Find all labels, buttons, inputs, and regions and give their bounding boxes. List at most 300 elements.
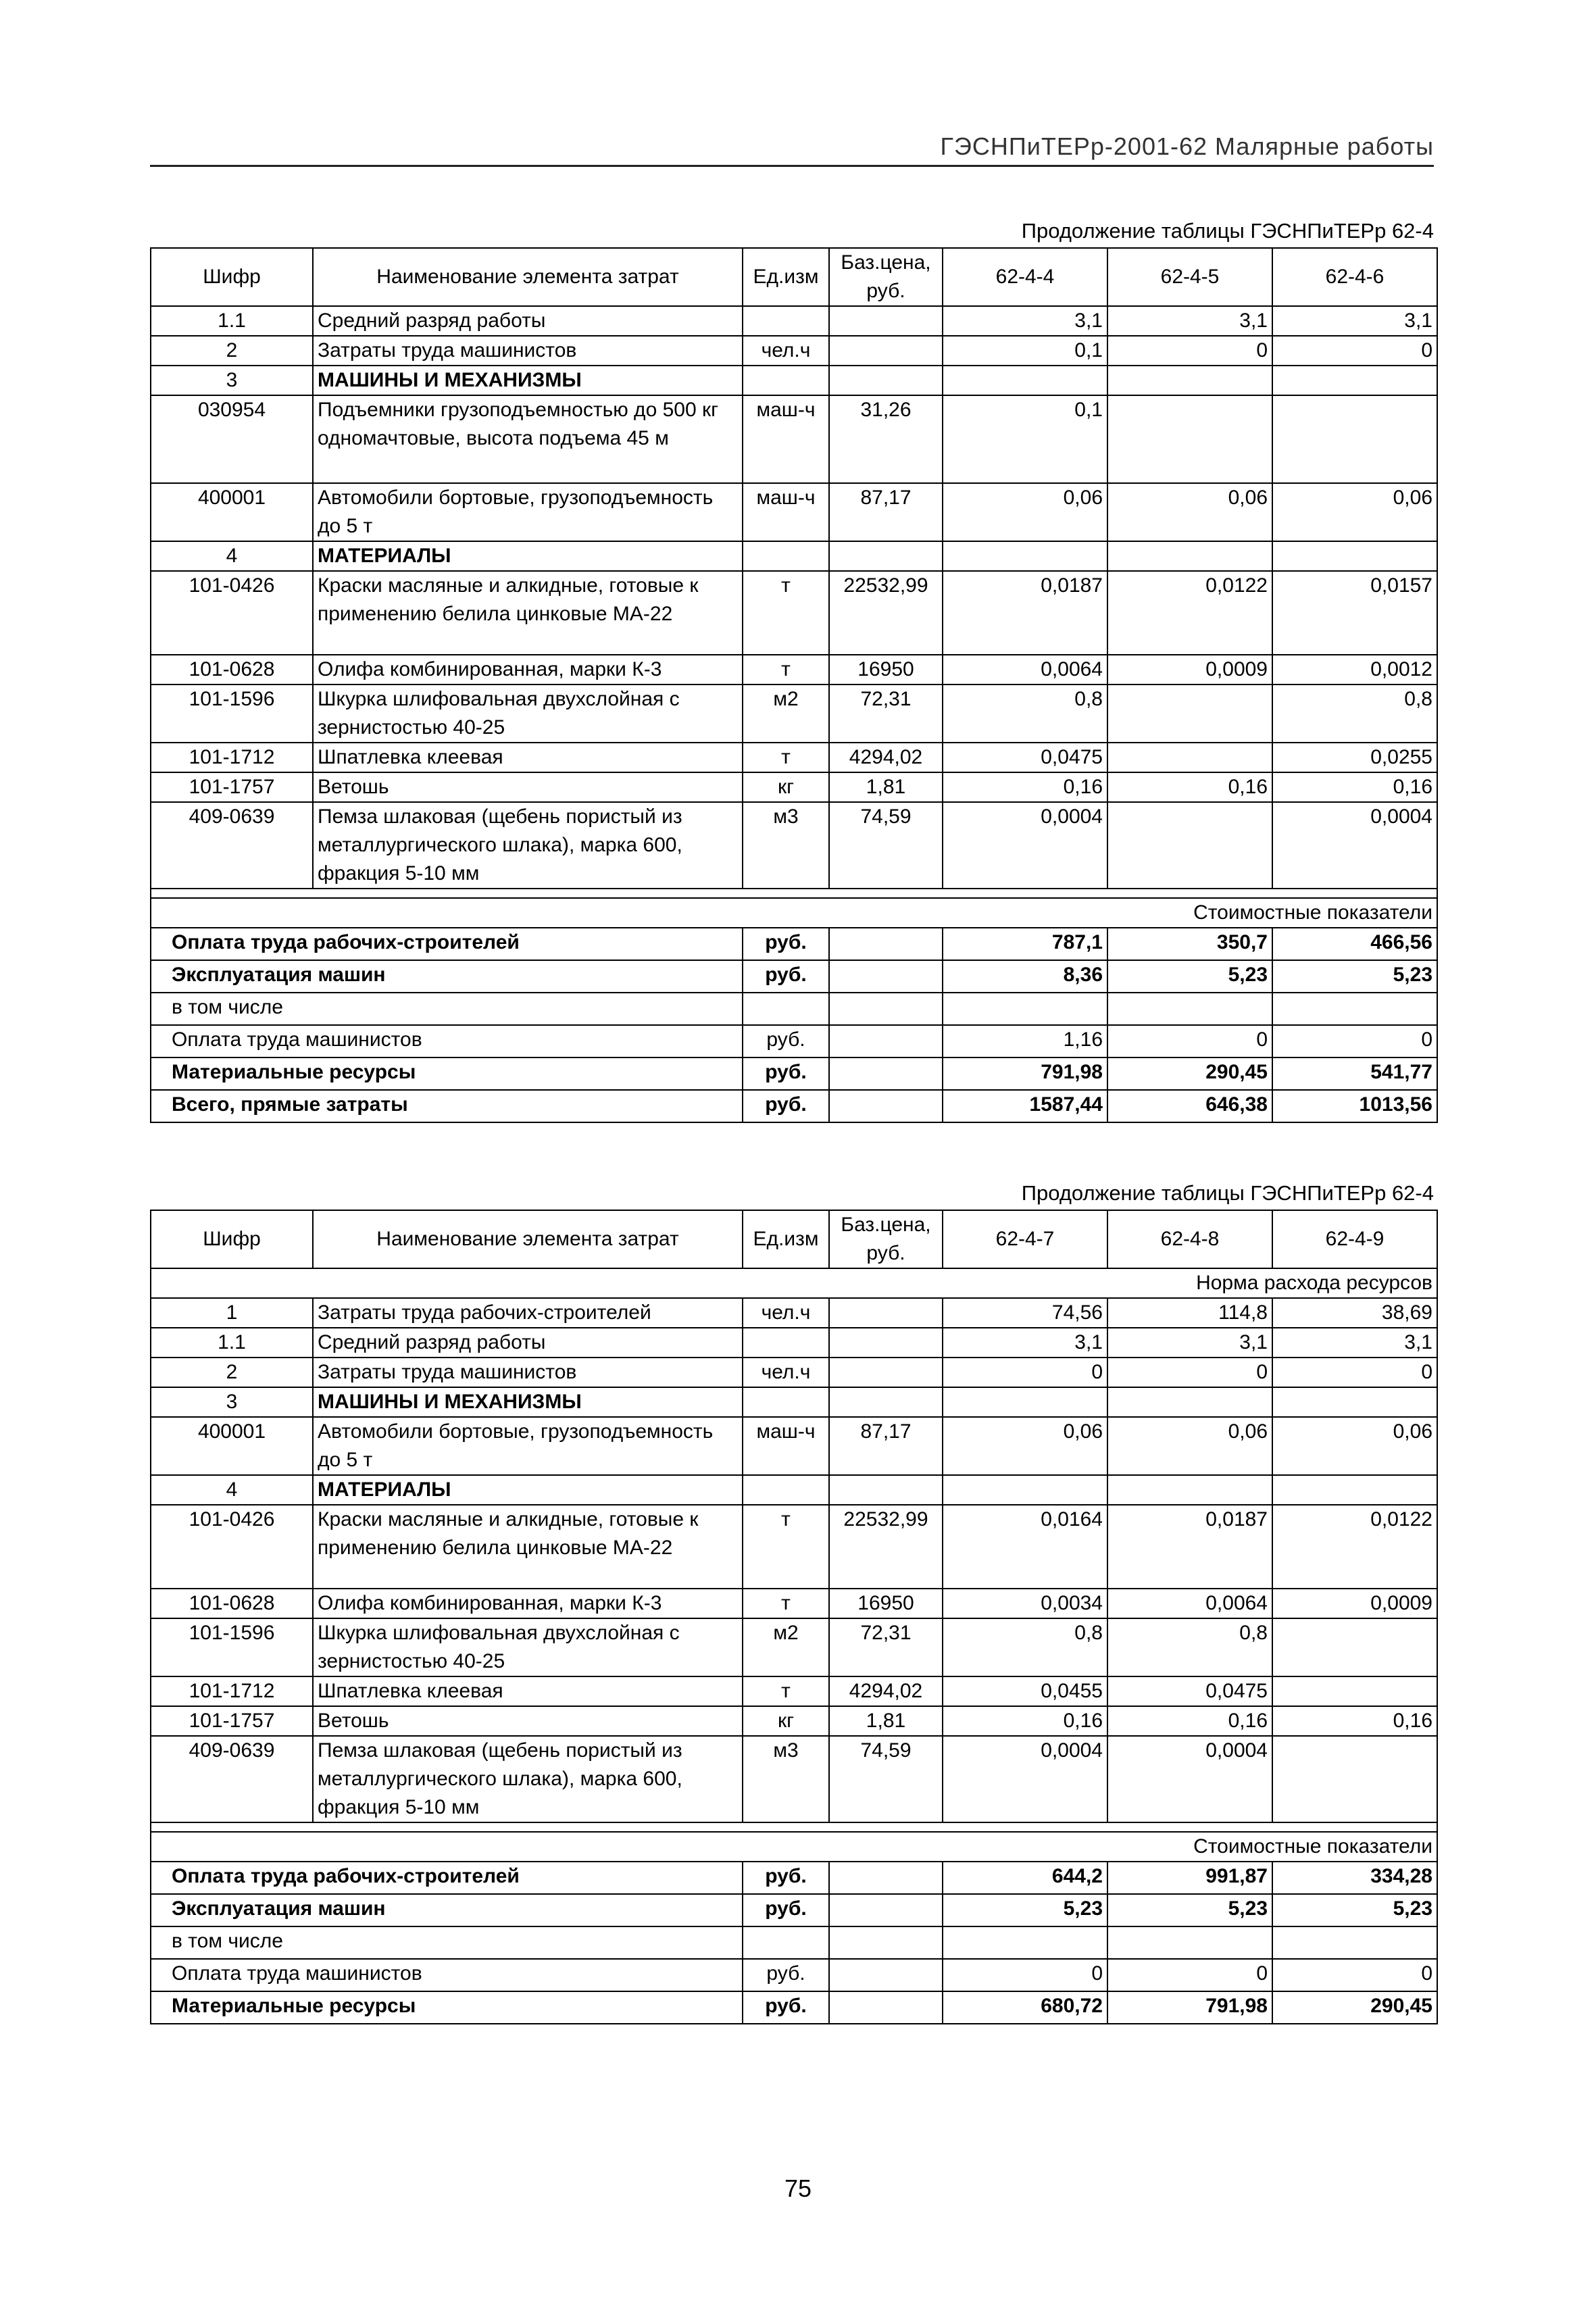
row-value: 0,1 <box>943 336 1107 366</box>
cost-value: 0 <box>1272 1959 1437 1991</box>
row-price: 74,59 <box>829 802 943 889</box>
row-value: 0,0064 <box>1107 1589 1272 1618</box>
row-code: 101-1712 <box>151 743 313 772</box>
row-code: 101-1757 <box>151 772 313 802</box>
row-value: 0,06 <box>1272 483 1437 541</box>
row-value: 0,0475 <box>943 743 1107 772</box>
cost-row <box>151 1057 1437 1090</box>
cost-value <box>1107 993 1272 1025</box>
row-value: 0,16 <box>943 772 1107 802</box>
cost-value: 0 <box>1272 1025 1437 1057</box>
row-price <box>829 1475 943 1505</box>
row-value: 74,56 <box>943 1298 1107 1328</box>
row-price: 16950 <box>829 1589 943 1618</box>
cost-row <box>151 1959 1437 1991</box>
cost-price-empty <box>829 1090 943 1122</box>
row-name: Средний разряд работы <box>313 306 743 336</box>
row-unit <box>743 541 829 571</box>
header-norm-code: 62-4-4 <box>943 248 1107 306</box>
row-code: 4 <box>151 541 313 571</box>
row-name: Олифа комбинированная, марки К-3 <box>313 655 743 684</box>
row-unit <box>743 1475 829 1505</box>
cost-price-empty <box>829 1862 943 1894</box>
cost-value: 5,23 <box>1272 1894 1437 1926</box>
cost-value: 0 <box>1107 1025 1272 1057</box>
row-unit <box>743 306 829 336</box>
row-value: 0,0004 <box>943 1736 1107 1822</box>
row-unit: м3 <box>743 1736 829 1822</box>
row-value <box>1272 1736 1437 1822</box>
row-value: 0,0255 <box>1272 743 1437 772</box>
row-name: Затраты труда машинистов <box>313 336 743 366</box>
header-norm-code: 62-4-5 <box>1107 248 1272 306</box>
row-value <box>1272 541 1437 571</box>
row-value <box>1272 366 1437 395</box>
row-unit: чел.ч <box>743 336 829 366</box>
table-row <box>151 772 1437 802</box>
row-value <box>1272 1618 1437 1676</box>
cost-value: 5,23 <box>1107 960 1272 993</box>
row-name: Затраты труда рабочих-строителей <box>313 1298 743 1328</box>
row-value: 114,8 <box>1107 1298 1272 1328</box>
norm-section-row <box>151 1268 1437 1298</box>
row-price: 72,31 <box>829 684 943 743</box>
row-value <box>1272 1676 1437 1706</box>
table-row <box>151 483 1437 541</box>
resource-table-1 <box>150 247 1438 1123</box>
row-unit <box>743 1387 829 1417</box>
row-code: 101-1596 <box>151 1618 313 1676</box>
row-value <box>1107 366 1272 395</box>
cost-name: Оплата труда машинистов <box>151 1025 743 1057</box>
cost-section-row <box>151 898 1437 928</box>
row-value <box>1107 1475 1272 1505</box>
row-value: 0,06 <box>943 1417 1107 1475</box>
cost-unit <box>743 1926 829 1959</box>
spacer-cell <box>151 1822 1437 1832</box>
row-value: 0,0164 <box>943 1505 1107 1589</box>
running-header: ГЭСНПиТЕРр-2001-62 Малярные работы <box>940 132 1434 160</box>
row-value: 3,1 <box>1272 306 1437 336</box>
cost-price-empty <box>829 1926 943 1959</box>
row-value <box>1107 395 1272 483</box>
row-name: Ветошь <box>313 1706 743 1736</box>
header-price: Баз.цена, руб. <box>829 248 943 306</box>
cost-unit: руб. <box>743 1025 829 1057</box>
table-row <box>151 1505 1437 1589</box>
cost-name: Материальные ресурсы <box>151 1991 743 2024</box>
table2-caption: Продолжение таблицы ГЭСНПиТЕРр 62-4 <box>1021 1181 1434 1205</box>
row-price: 4294,02 <box>829 1676 943 1706</box>
row-value: 0 <box>1272 336 1437 366</box>
cost-value <box>1272 993 1437 1025</box>
row-value <box>1107 684 1272 743</box>
row-name: МАТЕРИАЛЫ <box>313 1475 743 1505</box>
row-code: 2 <box>151 1358 313 1387</box>
cost-name: Оплата труда рабочих-строителей <box>151 1862 743 1894</box>
cost-value: 8,36 <box>943 960 1107 993</box>
row-name: МАШИНЫ И МЕХАНИЗМЫ <box>313 1387 743 1417</box>
cost-value: 646,38 <box>1107 1090 1272 1122</box>
table-row <box>151 1387 1437 1417</box>
cost-row <box>151 1991 1437 2024</box>
cost-value: 991,87 <box>1107 1862 1272 1894</box>
table-row <box>151 541 1437 571</box>
cost-value: 787,1 <box>943 928 1107 960</box>
row-unit: т <box>743 1505 829 1589</box>
header-price: Баз.цена, руб. <box>829 1210 943 1268</box>
row-name: Шпатлевка клеевая <box>313 743 743 772</box>
cost-name: Всего, прямые затраты <box>151 1090 743 1122</box>
cost-price-empty <box>829 960 943 993</box>
table-row <box>151 1589 1437 1618</box>
row-value <box>1107 743 1272 772</box>
row-code: 3 <box>151 1387 313 1417</box>
cost-unit: руб. <box>743 928 829 960</box>
row-unit: м2 <box>743 1618 829 1676</box>
cost-name: Эксплуатация машин <box>151 960 743 993</box>
cost-name: Эксплуатация машин <box>151 1894 743 1926</box>
row-unit: т <box>743 571 829 655</box>
row-unit: т <box>743 1676 829 1706</box>
row-price <box>829 1387 943 1417</box>
row-value: 0,0004 <box>1107 1736 1272 1822</box>
row-price: 87,17 <box>829 483 943 541</box>
row-unit: чел.ч <box>743 1298 829 1328</box>
table-row <box>151 1417 1437 1475</box>
row-price: 31,26 <box>829 395 943 483</box>
cost-row <box>151 993 1437 1025</box>
row-code: 101-0426 <box>151 1505 313 1589</box>
row-value <box>943 1387 1107 1417</box>
header-rule <box>150 165 1434 167</box>
row-price: 22532,99 <box>829 1505 943 1589</box>
row-name: Олифа комбинированная, марки К-3 <box>313 1589 743 1618</box>
table-row <box>151 1736 1437 1822</box>
row-price: 87,17 <box>829 1417 943 1475</box>
cost-value <box>1107 1926 1272 1959</box>
cost-value <box>1272 1926 1437 1959</box>
table-row <box>151 1475 1437 1505</box>
row-price: 4294,02 <box>829 743 943 772</box>
table-row <box>151 1706 1437 1736</box>
row-name: Автомобили бортовые, грузоподъемность до 5 т <box>313 483 743 541</box>
row-value: 0,8 <box>1107 1618 1272 1676</box>
row-value: 0,0004 <box>1272 802 1437 889</box>
row-unit: кг <box>743 1706 829 1736</box>
row-value <box>1107 541 1272 571</box>
table-row <box>151 655 1437 684</box>
page-number: 75 <box>784 2174 812 2202</box>
row-value: 0,0122 <box>1107 571 1272 655</box>
cost-value: 644,2 <box>943 1862 1107 1894</box>
row-unit: маш-ч <box>743 1417 829 1475</box>
row-unit: т <box>743 743 829 772</box>
cost-name: Материальные ресурсы <box>151 1057 743 1090</box>
row-price <box>829 306 943 336</box>
row-value: 0,8 <box>943 684 1107 743</box>
row-value: 0,0009 <box>1107 655 1272 684</box>
row-unit: маш-ч <box>743 483 829 541</box>
cost-value: 1013,56 <box>1272 1090 1437 1122</box>
row-value <box>1107 802 1272 889</box>
cost-value: 0 <box>943 1959 1107 1991</box>
row-value: 0 <box>943 1358 1107 1387</box>
row-unit: т <box>743 655 829 684</box>
header-norm-code: 62-4-8 <box>1107 1210 1272 1268</box>
header-name: Наименование элемента затрат <box>313 1210 743 1268</box>
table-row <box>151 802 1437 889</box>
row-value: 0,06 <box>943 483 1107 541</box>
row-price <box>829 336 943 366</box>
row-price: 72,31 <box>829 1618 943 1676</box>
row-value <box>1272 395 1437 483</box>
row-price: 1,81 <box>829 1706 943 1736</box>
row-value: 0,0122 <box>1272 1505 1437 1589</box>
cost-row <box>151 928 1437 960</box>
row-value: 0,0034 <box>943 1589 1107 1618</box>
header-norm-code: 62-4-9 <box>1272 1210 1437 1268</box>
table-row <box>151 1618 1437 1676</box>
row-value: 0,0455 <box>943 1676 1107 1706</box>
row-name: Шкурка шлифовальная двухслойная с зернистостью 40-25 <box>313 1618 743 1676</box>
row-name: МАТЕРИАЛЫ <box>313 541 743 571</box>
cost-value: 466,56 <box>1272 928 1437 960</box>
table1-caption: Продолжение таблицы ГЭСНПиТЕРр 62-4 <box>1021 219 1434 243</box>
row-code: 101-1712 <box>151 1676 313 1706</box>
row-value: 0,0187 <box>943 571 1107 655</box>
cost-value: 290,45 <box>1272 1991 1437 2024</box>
cost-value: 350,7 <box>1107 928 1272 960</box>
header-norm-code: 62-4-6 <box>1272 248 1437 306</box>
row-value: 0,0157 <box>1272 571 1437 655</box>
row-value: 0,0475 <box>1107 1676 1272 1706</box>
row-code: 1.1 <box>151 306 313 336</box>
row-code: 030954 <box>151 395 313 483</box>
row-price <box>829 1358 943 1387</box>
row-value: 0,0009 <box>1272 1589 1437 1618</box>
row-value <box>1272 1475 1437 1505</box>
row-value: 3,1 <box>1107 306 1272 336</box>
row-price: 74,59 <box>829 1736 943 1822</box>
header-code: Шифр <box>151 248 313 306</box>
row-name: Краски масляные и алкидные, готовые к применению белила цинковые МА-22 <box>313 1505 743 1589</box>
row-name: Пемза шлаковая (щебень пористый из металлургического шлака), марка 600, фракция 5-10 мм <box>313 802 743 889</box>
row-unit: маш-ч <box>743 395 829 483</box>
cost-value: 290,45 <box>1107 1057 1272 1090</box>
cost-value <box>943 993 1107 1025</box>
row-name: Шпатлевка клеевая <box>313 1676 743 1706</box>
row-value <box>943 366 1107 395</box>
row-price: 22532,99 <box>829 571 943 655</box>
row-code: 409-0639 <box>151 1736 313 1822</box>
row-value <box>943 1475 1107 1505</box>
cost-row <box>151 1894 1437 1926</box>
cost-price-empty <box>829 1057 943 1090</box>
cost-value <box>943 1926 1107 1959</box>
row-code: 101-0628 <box>151 655 313 684</box>
cost-name: Оплата труда машинистов <box>151 1959 743 1991</box>
row-code: 3 <box>151 366 313 395</box>
row-value: 3,1 <box>1107 1328 1272 1358</box>
row-code: 1 <box>151 1298 313 1328</box>
spacer-row <box>151 1822 1437 1832</box>
row-price <box>829 366 943 395</box>
header-unit: Ед.изм <box>743 248 829 306</box>
cost-section-label: Стоимостные показатели <box>151 898 1437 928</box>
cost-name: в том числе <box>151 1926 743 1959</box>
row-name: Средний разряд работы <box>313 1328 743 1358</box>
cost-value: 1587,44 <box>943 1090 1107 1122</box>
cost-section-row <box>151 1832 1437 1862</box>
cost-price-empty <box>829 993 943 1025</box>
cost-value: 1,16 <box>943 1025 1107 1057</box>
cost-value: 791,98 <box>1107 1991 1272 2024</box>
row-code: 101-0628 <box>151 1589 313 1618</box>
row-price: 16950 <box>829 655 943 684</box>
row-value: 0 <box>1272 1358 1437 1387</box>
row-price <box>829 1328 943 1358</box>
table-row <box>151 684 1437 743</box>
row-code: 400001 <box>151 483 313 541</box>
table-row <box>151 1298 1437 1328</box>
cost-unit <box>743 993 829 1025</box>
cost-section-label: Стоимостные показатели <box>151 1832 1437 1862</box>
cost-price-empty <box>829 1959 943 1991</box>
cost-unit: руб. <box>743 1090 829 1122</box>
row-value: 38,69 <box>1272 1298 1437 1328</box>
row-name: МАШИНЫ И МЕХАНИЗМЫ <box>313 366 743 395</box>
cost-unit: руб. <box>743 960 829 993</box>
table-row <box>151 743 1437 772</box>
row-name: Шкурка шлифовальная двухслойная с зернистостью 40-25 <box>313 684 743 743</box>
row-value: 0,0012 <box>1272 655 1437 684</box>
row-value: 0,06 <box>1107 483 1272 541</box>
cost-row <box>151 1926 1437 1959</box>
table-row <box>151 395 1437 483</box>
row-unit: кг <box>743 772 829 802</box>
row-name: Краски масляные и алкидные, готовые к применению белила цинковые МА-22 <box>313 571 743 655</box>
row-value <box>1272 1387 1437 1417</box>
cost-unit: руб. <box>743 1894 829 1926</box>
cost-price-empty <box>829 1025 943 1057</box>
row-unit <box>743 1328 829 1358</box>
row-value <box>1107 1387 1272 1417</box>
cost-value: 791,98 <box>943 1057 1107 1090</box>
cost-value: 0 <box>1107 1959 1272 1991</box>
row-name: Затраты труда машинистов <box>313 1358 743 1387</box>
spacer-cell <box>151 889 1437 898</box>
table-row <box>151 336 1437 366</box>
cost-row <box>151 1025 1437 1057</box>
header-norm-code: 62-4-7 <box>943 1210 1107 1268</box>
table-row <box>151 1676 1437 1706</box>
table-row <box>151 571 1437 655</box>
row-value: 0,1 <box>943 395 1107 483</box>
row-code: 101-1596 <box>151 684 313 743</box>
row-code: 2 <box>151 336 313 366</box>
row-code: 1.1 <box>151 1328 313 1358</box>
row-name: Пемза шлаковая (щебень пористый из металлургического шлака), марка 600, фракция 5-10 мм <box>313 1736 743 1822</box>
row-value: 0,06 <box>1107 1417 1272 1475</box>
cost-unit: руб. <box>743 1959 829 1991</box>
cost-row <box>151 1862 1437 1894</box>
row-value: 0,16 <box>943 1706 1107 1736</box>
row-unit: чел.ч <box>743 1358 829 1387</box>
row-name: Автомобили бортовые, грузоподъемность до 5 т <box>313 1417 743 1475</box>
table-row <box>151 366 1437 395</box>
header-code: Шифр <box>151 1210 313 1268</box>
cost-value: 5,23 <box>1107 1894 1272 1926</box>
row-value: 0,16 <box>1272 1706 1437 1736</box>
row-value: 0 <box>1107 336 1272 366</box>
table-row <box>151 1358 1437 1387</box>
row-code: 101-1757 <box>151 1706 313 1736</box>
row-price <box>829 1298 943 1328</box>
row-unit: м2 <box>743 684 829 743</box>
cost-row <box>151 1090 1437 1122</box>
row-code: 400001 <box>151 1417 313 1475</box>
cost-unit: руб. <box>743 1057 829 1090</box>
row-price <box>829 541 943 571</box>
row-value: 0,0064 <box>943 655 1107 684</box>
cost-price-empty <box>829 1991 943 2024</box>
row-unit <box>743 366 829 395</box>
row-value: 0,8 <box>1272 684 1437 743</box>
row-value: 3,1 <box>1272 1328 1437 1358</box>
row-unit: т <box>743 1589 829 1618</box>
cost-value: 680,72 <box>943 1991 1107 2024</box>
cost-price-empty <box>829 928 943 960</box>
row-value: 0,06 <box>1272 1417 1437 1475</box>
table-row <box>151 1328 1437 1358</box>
table-header-row <box>151 248 1437 306</box>
cost-unit: руб. <box>743 1862 829 1894</box>
row-value: 0,8 <box>943 1618 1107 1676</box>
resource-table-2 <box>150 1210 1438 2024</box>
row-value: 0,0004 <box>943 802 1107 889</box>
row-value: 0,16 <box>1107 772 1272 802</box>
row-value: 0,16 <box>1107 1706 1272 1736</box>
row-value: 0 <box>1107 1358 1272 1387</box>
table-row <box>151 306 1437 336</box>
cost-name: Оплата труда рабочих-строителей <box>151 928 743 960</box>
row-name: Ветошь <box>313 772 743 802</box>
row-code: 409-0639 <box>151 802 313 889</box>
spacer-row <box>151 889 1437 898</box>
cost-price-empty <box>829 1894 943 1926</box>
row-value <box>943 541 1107 571</box>
cost-value: 5,23 <box>943 1894 1107 1926</box>
norm-section-label: Норма расхода ресурсов <box>151 1268 1437 1298</box>
cost-value: 334,28 <box>1272 1862 1437 1894</box>
row-code: 101-0426 <box>151 571 313 655</box>
table-header-row <box>151 1210 1437 1268</box>
cost-row <box>151 960 1437 993</box>
row-value: 3,1 <box>943 1328 1107 1358</box>
header-unit: Ед.изм <box>743 1210 829 1268</box>
row-value: 0,16 <box>1272 772 1437 802</box>
row-code: 4 <box>151 1475 313 1505</box>
row-unit: м3 <box>743 802 829 889</box>
cost-unit: руб. <box>743 1991 829 2024</box>
row-value: 0,0187 <box>1107 1505 1272 1589</box>
cost-name: в том числе <box>151 993 743 1025</box>
header-name: Наименование элемента затрат <box>313 248 743 306</box>
cost-value: 541,77 <box>1272 1057 1437 1090</box>
row-name: Подъемники грузоподъемностью до 500 кг одномачтовые, высота подъема 45 м <box>313 395 743 483</box>
cost-value: 5,23 <box>1272 960 1437 993</box>
